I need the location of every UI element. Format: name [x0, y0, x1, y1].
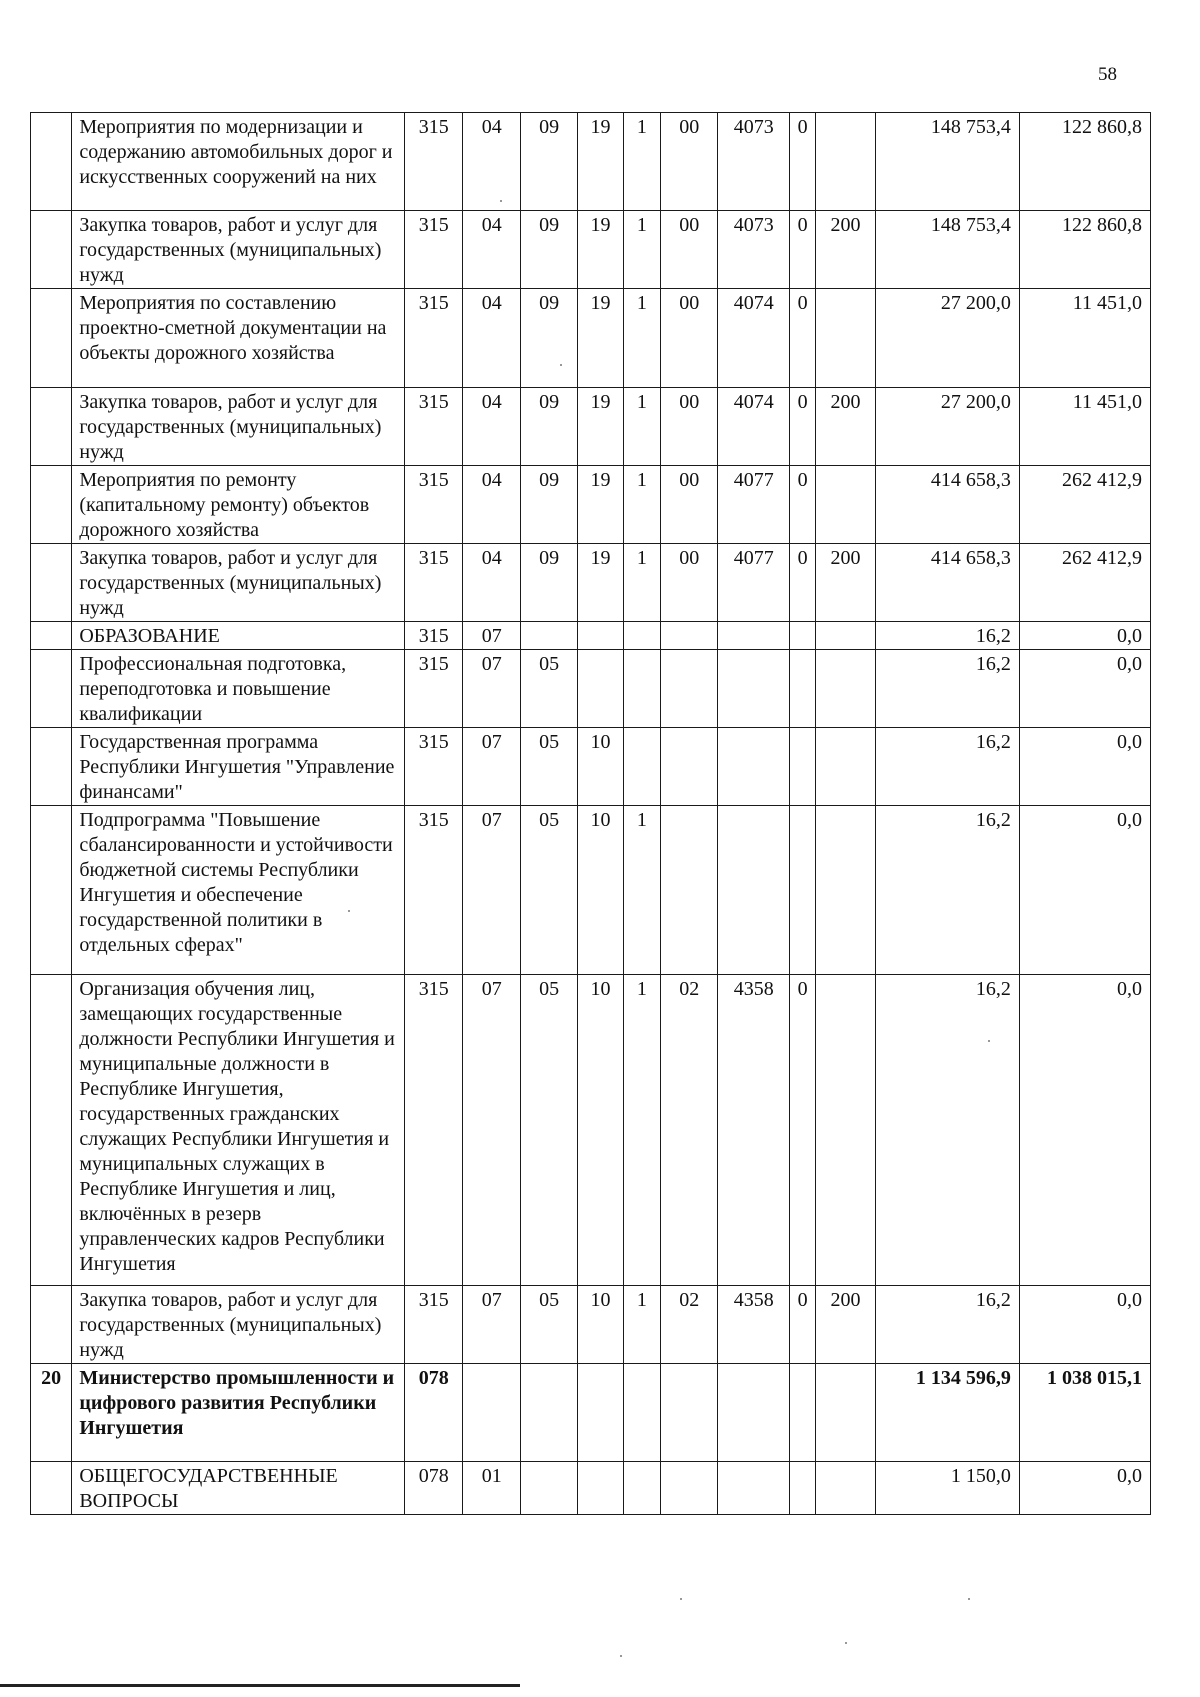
table-row [31, 974, 1151, 1285]
code-section-cell: 07 [463, 621, 520, 649]
amount-actual-cell: 122 860,8 [1019, 113, 1150, 211]
code-direction-cell [718, 1462, 790, 1515]
code-ministry-cell: 315 [405, 211, 463, 289]
code-expense-type-cell [816, 1363, 875, 1461]
amount-planned-cell: 16,2 [875, 1285, 1019, 1363]
amount-actual-cell: 11 451,0 [1019, 289, 1150, 387]
amount-actual-cell: 0,0 [1019, 1462, 1150, 1515]
scan-speck [348, 910, 350, 912]
code-ministry-cell: 315 [405, 543, 463, 621]
row-number-cell [31, 974, 72, 1285]
table-body [31, 113, 1151, 1515]
code-event-cell: 02 [661, 974, 718, 1285]
row-number-cell: 20 [31, 1363, 72, 1461]
code-section-cell: 07 [463, 727, 520, 805]
code-ministry-cell: 078 [405, 1462, 463, 1515]
code-direction-cell: 4073 [718, 211, 790, 289]
amount-actual-cell: 0,0 [1019, 649, 1150, 727]
row-number-cell [31, 649, 72, 727]
table-row [31, 543, 1151, 621]
code-event-cell [661, 805, 718, 974]
code-expense-type-cell [816, 805, 875, 974]
amount-planned-cell: 16,2 [875, 974, 1019, 1285]
scan-speck [560, 364, 562, 366]
amount-actual-cell: 11 451,0 [1019, 387, 1150, 465]
code-expense-type-cell [816, 465, 875, 543]
code-direction-cell [718, 649, 790, 727]
code-program-cell: 10 [578, 974, 623, 1285]
amount-planned-cell: 16,2 [875, 649, 1019, 727]
code-direction-cell [718, 621, 790, 649]
code-suffix-cell [790, 1462, 816, 1515]
code-program-cell: 19 [578, 289, 623, 387]
code-program-cell: 19 [578, 387, 623, 465]
scan-speck [500, 200, 502, 202]
code-subsection-cell [520, 1462, 577, 1515]
amount-actual-cell: 262 412,9 [1019, 465, 1150, 543]
code-section-cell: 04 [463, 387, 520, 465]
code-event-cell [661, 1462, 718, 1515]
code-expense-type-cell [816, 974, 875, 1285]
row-number-cell [31, 113, 72, 211]
item-name-cell: Организация обучения лиц, замещающих государственные должности Республики Ингушетия и муниципальные должности в Республике Ингушетия, государственных гражданских служащих Республики Ингушетия и муниципальных служащих в Республике Ингушетия и лиц, включённых в резерв управленческих кадров Республики Ингушетия [72, 974, 405, 1285]
code-suffix-cell [790, 1363, 816, 1461]
code-section-cell: 04 [463, 211, 520, 289]
code-subsection-cell [520, 621, 577, 649]
code-program-cell [578, 1363, 623, 1461]
code-expense-type-cell: 200 [816, 1285, 875, 1363]
code-section-cell: 07 [463, 974, 520, 1285]
code-event-cell: 00 [661, 113, 718, 211]
code-suffix-cell [790, 621, 816, 649]
scan-speck [680, 1598, 682, 1600]
code-direction-cell: 4358 [718, 1285, 790, 1363]
code-program-cell: 19 [578, 113, 623, 211]
table-row [31, 387, 1151, 465]
code-program-cell: 10 [578, 805, 623, 974]
code-suffix-cell [790, 805, 816, 974]
code-expense-type-cell: 200 [816, 211, 875, 289]
code-suffix-cell: 0 [790, 465, 816, 543]
item-name-cell: ОБРАЗОВАНИЕ [72, 621, 405, 649]
code-expense-type-cell [816, 1462, 875, 1515]
code-expense-type-cell [816, 649, 875, 727]
code-event-cell: 00 [661, 211, 718, 289]
code-section-cell: 07 [463, 1285, 520, 1363]
code-event-cell [661, 649, 718, 727]
code-subprogram-cell: 1 [623, 387, 660, 465]
row-number-cell [31, 805, 72, 974]
code-suffix-cell: 0 [790, 543, 816, 621]
code-ministry-cell: 315 [405, 465, 463, 543]
code-program-cell: 19 [578, 211, 623, 289]
row-number-cell [31, 621, 72, 649]
code-subprogram-cell: 1 [623, 211, 660, 289]
code-subsection-cell [520, 1363, 577, 1461]
row-number-cell [31, 211, 72, 289]
code-subprogram-cell [623, 621, 660, 649]
scan-speck [988, 1040, 990, 1042]
amount-planned-cell: 16,2 [875, 621, 1019, 649]
code-ministry-cell: 315 [405, 649, 463, 727]
amount-actual-cell: 0,0 [1019, 621, 1150, 649]
code-ministry-cell: 315 [405, 289, 463, 387]
code-expense-type-cell: 200 [816, 543, 875, 621]
code-program-cell [578, 621, 623, 649]
amount-planned-cell: 148 753,4 [875, 113, 1019, 211]
code-section-cell: 04 [463, 289, 520, 387]
code-event-cell [661, 1363, 718, 1461]
code-subsection-cell: 05 [520, 974, 577, 1285]
code-subprogram-cell: 1 [623, 974, 660, 1285]
amount-planned-cell: 1 134 596,9 [875, 1363, 1019, 1461]
amount-actual-cell: 122 860,8 [1019, 211, 1150, 289]
item-name-cell: Профессиональная подготовка, переподготовка и повышение квалификации [72, 649, 405, 727]
code-subprogram-cell: 1 [623, 805, 660, 974]
code-subsection-cell: 05 [520, 805, 577, 974]
code-event-cell: 00 [661, 465, 718, 543]
code-suffix-cell: 0 [790, 113, 816, 211]
row-number-cell [31, 727, 72, 805]
item-name-cell: Закупка товаров, работ и услуг для государственных (муниципальных) нужд [72, 1285, 405, 1363]
amount-planned-cell: 16,2 [875, 805, 1019, 974]
table-row [31, 113, 1151, 211]
code-expense-type-cell [816, 113, 875, 211]
table-row [31, 465, 1151, 543]
code-subprogram-cell [623, 1462, 660, 1515]
code-subsection-cell: 09 [520, 465, 577, 543]
code-suffix-cell: 0 [790, 211, 816, 289]
table-row [31, 1363, 1151, 1461]
code-event-cell: 00 [661, 289, 718, 387]
code-expense-type-cell [816, 727, 875, 805]
amount-planned-cell: 27 200,0 [875, 387, 1019, 465]
table-row [31, 289, 1151, 387]
code-section-cell: 07 [463, 805, 520, 974]
amount-planned-cell: 1 150,0 [875, 1462, 1019, 1515]
code-suffix-cell: 0 [790, 1285, 816, 1363]
code-ministry-cell: 315 [405, 621, 463, 649]
item-name-cell: Государственная программа Республики Ингушетия "Управление финансами" [72, 727, 405, 805]
table-row [31, 621, 1151, 649]
code-program-cell: 19 [578, 465, 623, 543]
code-event-cell: 00 [661, 543, 718, 621]
code-direction-cell: 4074 [718, 289, 790, 387]
table-row [31, 211, 1151, 289]
code-direction-cell: 4358 [718, 974, 790, 1285]
code-direction-cell: 4077 [718, 465, 790, 543]
code-subprogram-cell [623, 727, 660, 805]
code-event-cell [661, 621, 718, 649]
code-subprogram-cell: 1 [623, 289, 660, 387]
code-section-cell: 07 [463, 649, 520, 727]
code-event-cell [661, 727, 718, 805]
code-direction-cell [718, 1363, 790, 1461]
code-subsection-cell: 05 [520, 1285, 577, 1363]
code-suffix-cell [790, 727, 816, 805]
code-section-cell: 04 [463, 543, 520, 621]
code-event-cell: 00 [661, 387, 718, 465]
amount-actual-cell: 262 412,9 [1019, 543, 1150, 621]
page-number: 58 [1098, 64, 1117, 85]
code-subsection-cell: 09 [520, 113, 577, 211]
code-program-cell [578, 649, 623, 727]
code-ministry-cell: 315 [405, 727, 463, 805]
amount-actual-cell: 0,0 [1019, 727, 1150, 805]
code-direction-cell: 4073 [718, 113, 790, 211]
code-section-cell: 04 [463, 465, 520, 543]
table-row [31, 649, 1151, 727]
code-program-cell [578, 1462, 623, 1515]
table-row [31, 1462, 1151, 1515]
code-direction-cell [718, 805, 790, 974]
item-name-cell: Закупка товаров, работ и услуг для государственных (муниципальных) нужд [72, 211, 405, 289]
row-number-cell [31, 465, 72, 543]
code-ministry-cell: 315 [405, 387, 463, 465]
code-direction-cell: 4077 [718, 543, 790, 621]
code-ministry-cell: 315 [405, 113, 463, 211]
scan-speck [968, 1598, 970, 1600]
code-subsection-cell: 05 [520, 727, 577, 805]
item-name-cell: Мероприятия по модернизации и содержанию автомобильных дорог и искусственных сооружений на них [72, 113, 405, 211]
row-number-cell [31, 543, 72, 621]
code-program-cell: 10 [578, 1285, 623, 1363]
scan-speck [620, 1655, 622, 1657]
row-number-cell [31, 1462, 72, 1515]
code-section-cell: 01 [463, 1462, 520, 1515]
code-subsection-cell: 09 [520, 211, 577, 289]
code-section-cell [463, 1363, 520, 1461]
code-subsection-cell: 05 [520, 649, 577, 727]
code-direction-cell [718, 727, 790, 805]
item-name-cell: Мероприятия по ремонту (капитальному ремонту) объектов дорожного хозяйства [72, 465, 405, 543]
table-row [31, 1285, 1151, 1363]
code-subprogram-cell: 1 [623, 465, 660, 543]
item-name-cell: Мероприятия по составлению проектно-сметной документации на объекты дорожного хозяйства [72, 289, 405, 387]
code-event-cell: 02 [661, 1285, 718, 1363]
code-ministry-cell: 315 [405, 974, 463, 1285]
item-name-cell: Закупка товаров, работ и услуг для государственных (муниципальных) нужд [72, 543, 405, 621]
code-subprogram-cell [623, 1363, 660, 1461]
code-program-cell: 19 [578, 543, 623, 621]
code-ministry-cell: 315 [405, 805, 463, 974]
amount-planned-cell: 27 200,0 [875, 289, 1019, 387]
item-name-cell: Министерство промышленности и цифрового развития Республики Ингушетия [72, 1363, 405, 1461]
code-subsection-cell: 09 [520, 289, 577, 387]
row-number-cell [31, 1285, 72, 1363]
table-row [31, 805, 1151, 974]
item-name-cell: Подпрограмма "Повышение сбалансированности и устойчивости бюджетной системы Республики Ингушетия и обеспечение государственной политики в отдельных сферах" [72, 805, 405, 974]
row-number-cell [31, 387, 72, 465]
code-subsection-cell: 09 [520, 543, 577, 621]
amount-planned-cell: 16,2 [875, 727, 1019, 805]
code-suffix-cell: 0 [790, 387, 816, 465]
amount-actual-cell: 0,0 [1019, 974, 1150, 1285]
code-section-cell: 04 [463, 113, 520, 211]
amount-planned-cell: 148 753,4 [875, 211, 1019, 289]
scan-speck [845, 1642, 847, 1644]
code-expense-type-cell [816, 621, 875, 649]
code-subprogram-cell: 1 [623, 1285, 660, 1363]
row-number-cell [31, 289, 72, 387]
amount-actual-cell: 1 038 015,1 [1019, 1363, 1150, 1461]
amount-planned-cell: 414 658,3 [875, 543, 1019, 621]
code-subprogram-cell [623, 649, 660, 727]
amount-actual-cell: 0,0 [1019, 805, 1150, 974]
amount-actual-cell: 0,0 [1019, 1285, 1150, 1363]
scan-edge-rule [0, 1684, 520, 1687]
code-direction-cell: 4074 [718, 387, 790, 465]
code-subprogram-cell: 1 [623, 543, 660, 621]
code-suffix-cell: 0 [790, 289, 816, 387]
amount-planned-cell: 414 658,3 [875, 465, 1019, 543]
table-row [31, 727, 1151, 805]
code-ministry-cell: 078 [405, 1363, 463, 1461]
code-subprogram-cell: 1 [623, 113, 660, 211]
code-subsection-cell: 09 [520, 387, 577, 465]
code-suffix-cell [790, 649, 816, 727]
code-ministry-cell: 315 [405, 1285, 463, 1363]
code-expense-type-cell [816, 289, 875, 387]
item-name-cell: Закупка товаров, работ и услуг для государственных (муниципальных) нужд [72, 387, 405, 465]
code-suffix-cell: 0 [790, 974, 816, 1285]
code-program-cell: 10 [578, 727, 623, 805]
budget-table [30, 112, 1151, 1515]
code-expense-type-cell: 200 [816, 387, 875, 465]
item-name-cell: ОБЩЕГОСУДАРСТВЕННЫЕ ВОПРОСЫ [72, 1462, 405, 1515]
